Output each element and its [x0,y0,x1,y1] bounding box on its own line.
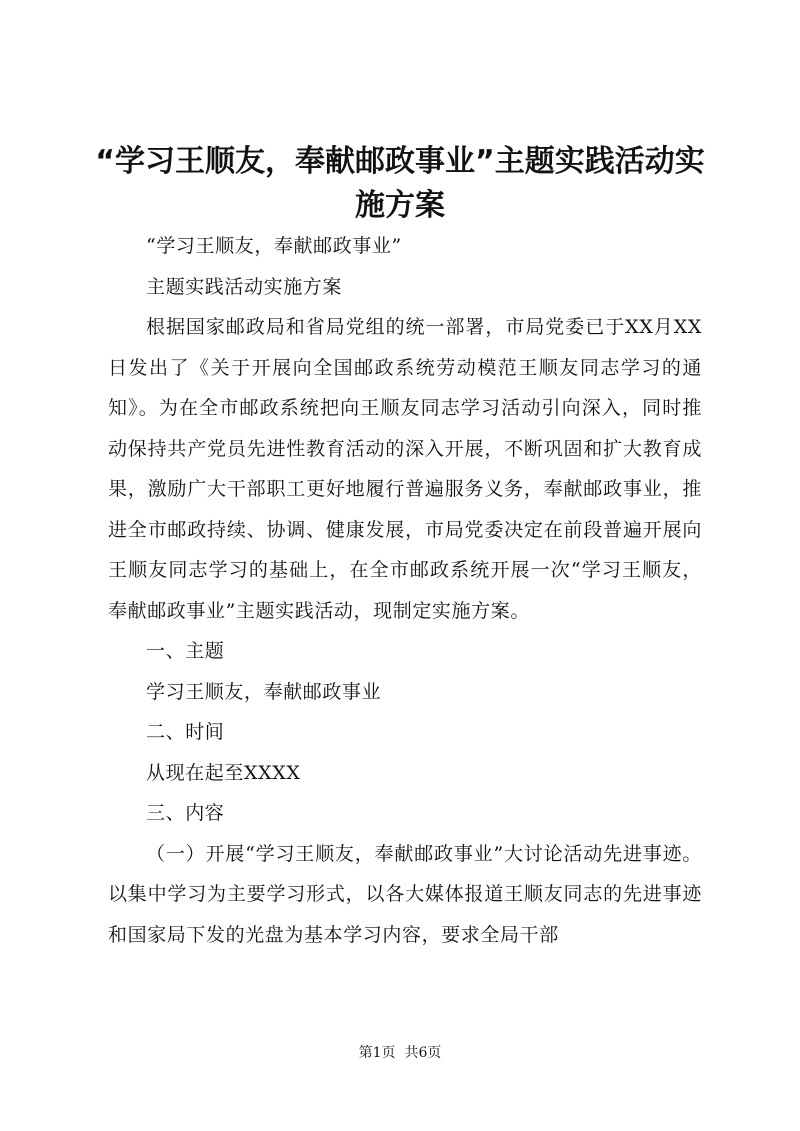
document-body [108,226,702,955]
page-number: 第1页 共6页 [358,1045,442,1061]
document-title: “学习王顺友，奉献邮政事业”主题实践活动实施方案 [95,144,705,223]
paragraph-content-1: （一）开展“学习王顺友，奉献邮政事业”大讨论活动先进事迹。以集中学习为主要学习形式，以各大媒体报道王顺友同志的先进事迹和国家局下发的光盘为基本学习内容，要求全局干部 [108,842,702,946]
heading-content: 三、内容 [146,802,225,824]
paragraph-subtitle-quote: “学习王顺友，奉献邮政事业” [146,235,402,257]
paragraph-subtitle: 主题实践活动实施方案 [146,275,343,298]
paragraph-intro: 根据国家邮政局和省局党组的统一部署，市局党委已于XX月XX日发出了《关于开展向全国邮政系统劳动模范王顺友同志学习的通知》。为在全市邮政系统把向王顺友同志学习活动引向深入，同时推动保持共产党员先进性教育活动的深入开展，不断巩固和扩大教育成果，激励广大干部职工更好地履行普遍服务义务，奉献邮政事业，推进全市邮政持续、协调、健康发展，市局党委决定在前段普遍开展向王顺友同志学习的基础上，在全市邮政系统开展一次“学习王顺友，奉献邮政事业”主题实践活动，现制定实施方案。 [108,316,702,622]
page-footer [0,1043,800,1063]
heading-theme: 一、主题 [146,640,225,662]
paragraph-time: 从现在起至XXXX [146,761,301,784]
heading-time: 二、时间 [146,721,225,743]
paragraph-theme: 学习王顺友，奉献邮政事业 [146,680,382,703]
